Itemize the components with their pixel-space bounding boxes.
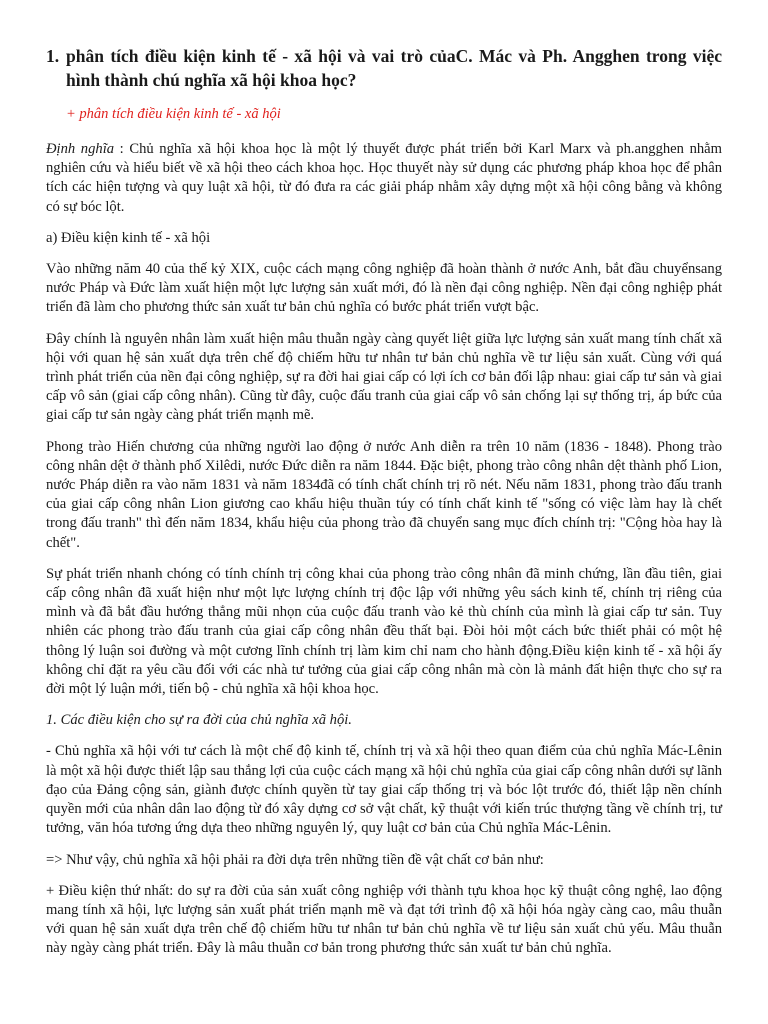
paragraph: + Điều kiện thứ nhất: do sự ra đời của sản xuất công nghiệp với thành tựu khoa học kỹ thuật công nghệ, lao động mang tính xã hội, lực lượng sản xuất phát triển mạnh mẽ và đạt tới trình độ xã hội hóa ngày càng cao, mâu thuẫn với quan hệ sản xuất dựa trên chế độ chiếm hữu tư nhân tư bản chủ nghĩa về tư liệu sản xuất chủ yếu. Mâu thuẫn này ngày càng phát triển. Đây là mâu thuẫn cơ bản trong phương thức sản xuất tư bản chủ nghĩa. xyxy=(46,882,722,957)
section-1-heading: 1. Các điều kiện cho sự ra đời của chủ nghĩa xã hội. xyxy=(46,712,352,729)
section-a-heading: a) Điều kiện kinh tế - xã hội xyxy=(46,229,211,246)
definition-term: Định nghĩa xyxy=(46,141,115,157)
red-subheading: + phân tích điều kiện kinh tế - xã hội xyxy=(66,106,281,122)
paragraph: Phong trào Hiến chương của những người lao động ở nước Anh diễn ra trên 10 năm (1836 - 1848). Phong trào công nhân dệt ở thành phố Xilêdi, nước Đức diễn ra năm 1844. Đặc biệt, phong trào công nhân dệt thành phố Lion, nước Pháp diễn ra vào năm 1831 và năm 1834đã có tính chất chính trị rõ nét. Nếu năm 1831, phong trào đấu tranh của giai cấp công nhân Lion giương cao khẩu hiệu thuần túy có tính chất kinh tế "sống có việc làm hay là chết trong đấu tranh" thì đến năm 1834, khẩu hiệu của phong trào đã chuyển sang mục đích chính trị: "Cộng hòa hay là chết". xyxy=(46,438,722,551)
definition-paragraph xyxy=(46,140,722,217)
definition-text: : Chủ nghĩa xã hội khoa học là một lý thuyết được phát triển bởi Karl Marx và ph.angghen nhằm nghiên cứu và hiểu biết về xã hội theo cách khoa học. Học thuyết này sử dụng các phương pháp khoa học để phân tích các hiện tượng và quy luật xã hội, từ đó đưa ra các giải pháp nhằm xây dựng một xã hội công bằng và không có sự bóc lột. xyxy=(46,141,722,215)
paragraph: - Chủ nghĩa xã hội với tư cách là một chế độ kinh tế, chính trị và xã hội theo quan điểm của chủ nghĩa Mác-Lênin là một xã hội được thiết lập sau thắng lợi của cuộc cách mạng xã hội chủ nghĩa của giai cấp công nhân dưới sự lãnh đạo của Đảng cộng sản, giành được chính quyền từ tay giai cấp thống trị và bóc lột trước đó, thiết lập nền chính quyền mới của nhân dân lao động từ đó xây dựng cơ sở vật chất, kỹ thuật với kiến trúc thượng tầng về chính trị, tư tưởng, văn hóa tương ứng dựa theo những nguyên lý, quy luật cơ bản của Chủ nghĩa Mác-Lênin. xyxy=(46,743,722,837)
question-heading xyxy=(46,44,722,92)
question-title: phân tích điều kiện kinh tế - xã hội và vai trò củaC. Mác và Ph. Angghen trong việc hình thành chú nghĩa xã hội khoa học? xyxy=(66,46,722,90)
paragraph: Vào những năm 40 của thế kỷ XIX, cuộc cách mạng công nghiệp đã hoàn thành ở nước Anh, bắt đầu chuyểnsang nước Pháp và Đức làm xuất hiện một lực lượng sản xuất mới, đó là nền đại công nghiệp. Nền đại công nghiệp phát triển đã làm cho phương thức sản xuất tư bản chủ nghĩa có bước phát triển vượt bậc. xyxy=(46,261,722,316)
paragraph: Đây chính là nguyên nhân làm xuất hiện mâu thuẫn ngày càng quyết liệt giữa lực lượng sản xuất mang tính chất xã hội với quan hệ sản xuất dựa trên chế độ chiếm hữu tư nhân tư bản chủ nghĩa về tư liệu sản xuất. Cùng với quá trình phát triển của nền đại công nghiệp, sự ra đời hai giai cấp có lợi ích cơ bản đối lập nhau: giai cấp tư sản và giai cấp vô sản (giai cấp công nhân). Cũng từ đây, cuộc đấu tranh của giai cấp vô sản chống lại sự thống trị, áp bức của giai cấp tư sản ngày càng phát triển mạnh mẽ. xyxy=(46,330,722,424)
question-number: 1. xyxy=(46,46,60,66)
paragraph: => Như vậy, chủ nghĩa xã hội phải ra đời dựa trên những tiền đề vật chất cơ bản như: xyxy=(46,851,544,868)
paragraph: Sự phát triển nhanh chóng có tính chính trị công khai của phong trào công nhân đã minh chứng, lần đầu tiên, giai cấp công nhân đã xuất hiện như một lực lượng chính trị độc lập với những yêu sách kinh tế, chính trị riêng của mình và đã bắt đầu hướng thẳng mũi nhọn của cuộc đấu tranh vào kẻ thù chính của mình là giai cấp tư sản. Tuy nhiên các phong trào đấu tranh của giai cấp công nhân đều thất bại. Đòi hỏi một cách bức thiết phải có một hệ thông lý luận soi đường và một cương lĩnh chính trị làm kim chỉ nam cho hành động.Điều kiện kinh tế - xã hội ấy không chỉ đặt ra yêu cầu đối với các nhà tư tưởng của giai cấp công nhân mà còn là mảnh đất hiện thực cho sự ra đời một lý luận mới, tiến bộ - chủ nghĩa xã hội khoa học. xyxy=(46,565,722,698)
